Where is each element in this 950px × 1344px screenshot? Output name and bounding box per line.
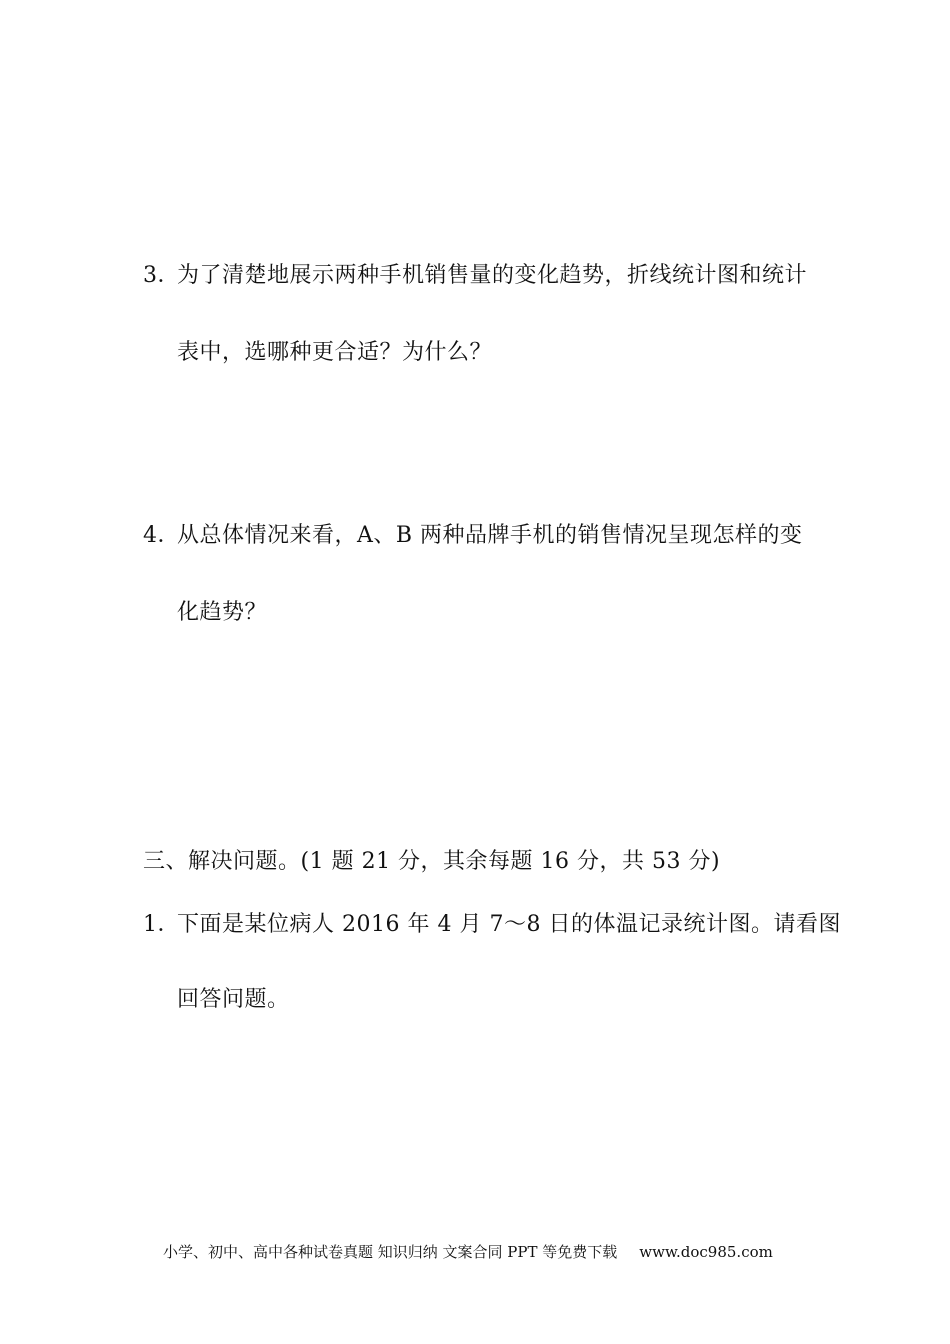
section-3-question-1-number: 1．: [143, 912, 180, 937]
question-4-line-2: 化趋势？: [177, 600, 268, 625]
question-4-text-1: 从总体情况来看，A、B 两种品牌手机的销售情况呈现怎样的变: [177, 523, 803, 548]
question-3-number: 3．: [143, 263, 180, 288]
question-3-line-1: [143, 261, 807, 291]
footer-text: 小学、初中、高中各种试卷真题 知识归纳 文案合同 PPT 等免费下载: [163, 1243, 618, 1261]
question-4-number: 4．: [143, 523, 180, 548]
question-3-line-2: 表中，选哪种更合适？为什么？: [177, 340, 493, 365]
section-3-question-1-line-1: [143, 910, 841, 940]
page-footer: [163, 1242, 773, 1262]
question-3-text-1: 为了清楚地展示两种手机销售量的变化趋势，折线统计图和统计: [177, 263, 808, 288]
footer-url: www.doc985.com: [639, 1243, 773, 1261]
section-3-heading: 三、解决问题。(1 题 21 分，其余每题 16 分，共 53 分): [143, 849, 721, 874]
section-3-question-1-line-2: 回答问题。: [177, 987, 290, 1012]
section-3-question-1-text-1: 下面是某位病人 2016 年 4 月 7～8 日的体温记录统计图。请看图: [177, 912, 841, 937]
question-4-line-1: [143, 521, 803, 551]
